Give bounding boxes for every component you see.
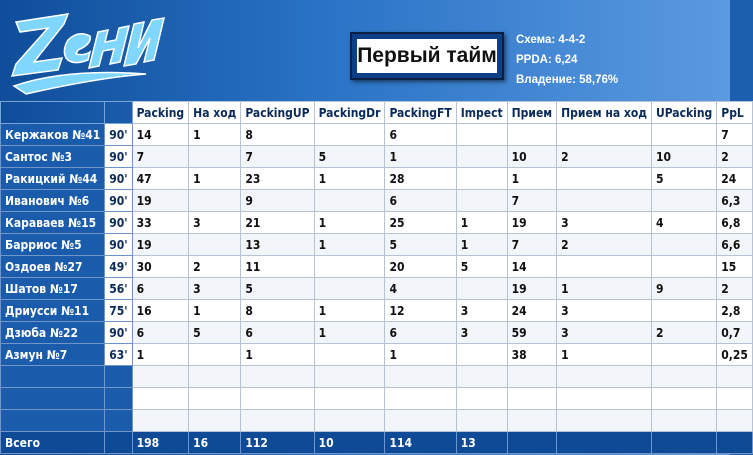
stat-cell: 59	[507, 322, 556, 344]
empty-name-cell	[1, 366, 105, 388]
stat-cell: 1	[314, 234, 385, 256]
stat-cell: 1	[314, 322, 385, 344]
total-cell: 10	[314, 432, 385, 454]
player-minutes: 90'	[105, 234, 132, 256]
stat-cell: 5	[456, 256, 507, 278]
empty-cell	[132, 410, 189, 432]
stat-cell	[651, 124, 716, 146]
player-name: Дзюба №22	[1, 322, 105, 344]
stat-cell: 5	[241, 278, 314, 300]
stat-cell: 19	[132, 190, 189, 212]
stat-cell: 3	[456, 322, 507, 344]
column-header: Прием на ход	[557, 102, 652, 124]
player-minutes: 90'	[105, 168, 132, 190]
empty-cell	[507, 410, 556, 432]
empty-cell	[456, 410, 507, 432]
stat-cell: 10	[651, 146, 716, 168]
column-header: Packing	[132, 102, 189, 124]
total-cell	[557, 432, 652, 454]
column-header: UPacking	[651, 102, 716, 124]
player-minutes: 63'	[105, 344, 132, 366]
stat-cell: 3	[189, 278, 241, 300]
stat-cell	[314, 124, 385, 146]
stat-cell: 1	[314, 168, 385, 190]
table-row	[1, 190, 753, 212]
stat-cell: 0,7	[717, 322, 753, 344]
player-minutes: 90'	[105, 146, 132, 168]
stat-cell: 24	[717, 168, 753, 190]
empty-cell	[651, 388, 716, 410]
player-name: Барриос №5	[1, 234, 105, 256]
stat-cell	[189, 344, 241, 366]
stat-cell: 9	[241, 190, 314, 212]
column-header: PackingFT	[385, 102, 456, 124]
stat-cell: 19	[132, 234, 189, 256]
column-header: Impect	[456, 102, 507, 124]
table-row	[1, 168, 753, 190]
stat-cell: 21	[241, 212, 314, 234]
column-header: Прием	[507, 102, 556, 124]
stat-cell: 7	[132, 146, 189, 168]
stat-cell: 8	[241, 124, 314, 146]
empty-cell	[717, 366, 753, 388]
stat-cell: 38	[507, 344, 556, 366]
scheme-label: Схема: 4-4-2	[516, 34, 586, 46]
stat-cell: 2,8	[717, 300, 753, 322]
empty-cell	[385, 366, 456, 388]
stat-cell	[189, 190, 241, 212]
empty-row	[1, 366, 753, 388]
stat-cell	[651, 234, 716, 256]
stat-cell: 5	[314, 146, 385, 168]
table-row	[1, 234, 753, 256]
stat-cell: 6,3	[717, 190, 753, 212]
stat-cell	[314, 278, 385, 300]
player-name: Дриусси №11	[1, 300, 105, 322]
empty-cell	[557, 388, 652, 410]
stat-cell: 2	[189, 256, 241, 278]
stat-cell: 6,8	[717, 212, 753, 234]
stat-cell: 6	[385, 322, 456, 344]
empty-name-cell	[1, 388, 105, 410]
stat-cell	[557, 256, 652, 278]
stat-cell: 3	[557, 322, 652, 344]
page-title: Первый тайм	[357, 39, 497, 73]
stat-cell: 8	[241, 300, 314, 322]
empty-name-cell	[1, 410, 105, 432]
zenit-logo	[6, 4, 176, 96]
stat-cell: 1	[314, 212, 385, 234]
empty-cell	[507, 388, 556, 410]
stat-cell: 6,6	[717, 234, 753, 256]
stat-cell: 0,25	[717, 344, 753, 366]
stat-cell	[557, 124, 652, 146]
stat-cell: 6	[132, 322, 189, 344]
table-row	[1, 344, 753, 366]
header-blank	[105, 102, 132, 124]
table-row	[1, 256, 753, 278]
player-name: Сантос №3	[1, 146, 105, 168]
total-cell: 16	[189, 432, 241, 454]
player-name: Караваев №15	[1, 212, 105, 234]
stat-cell	[189, 234, 241, 256]
total-cell: 112	[241, 432, 314, 454]
header-row	[1, 102, 753, 124]
stat-cell: 28	[385, 168, 456, 190]
stat-cell: 20	[385, 256, 456, 278]
empty-cell	[314, 388, 385, 410]
table-row	[1, 322, 753, 344]
total-minutes	[105, 432, 132, 454]
stat-cell: 4	[385, 278, 456, 300]
empty-cell	[456, 366, 507, 388]
stat-cell	[507, 124, 556, 146]
possession-label: Владение: 58,76%	[516, 74, 619, 86]
player-name: Кержаков №41	[1, 124, 105, 146]
player-name: Иванович №6	[1, 190, 105, 212]
empty-cell	[241, 388, 314, 410]
empty-cell	[189, 388, 241, 410]
stat-cell: 19	[507, 278, 556, 300]
empty-minutes-cell	[105, 410, 132, 432]
stat-cell: 23	[241, 168, 314, 190]
stat-cell: 7	[507, 190, 556, 212]
stat-cell: 3	[456, 300, 507, 322]
stat-cell	[557, 168, 652, 190]
stat-cell: 1	[189, 168, 241, 190]
stat-cell: 6	[241, 322, 314, 344]
empty-cell	[385, 410, 456, 432]
empty-row	[1, 388, 753, 410]
stat-cell: 10	[507, 146, 556, 168]
stat-cell: 2	[557, 234, 652, 256]
stat-cell	[651, 344, 716, 366]
empty-cell	[651, 410, 716, 432]
player-name: Шатов №17	[1, 278, 105, 300]
stat-cell	[456, 146, 507, 168]
stat-cell: 7	[241, 146, 314, 168]
stat-cell: 1	[557, 344, 652, 366]
stat-cell	[456, 124, 507, 146]
stat-cell	[456, 190, 507, 212]
stat-cell: 6	[385, 124, 456, 146]
total-cell: 114	[385, 432, 456, 454]
empty-cell	[314, 366, 385, 388]
stat-cell: 1	[314, 300, 385, 322]
stat-cell: 2	[717, 278, 753, 300]
column-header: PpL	[717, 102, 753, 124]
empty-cell	[717, 388, 753, 410]
player-minutes: 90'	[105, 124, 132, 146]
empty-cell	[651, 366, 716, 388]
stat-cell: 1	[385, 344, 456, 366]
stat-cell	[314, 256, 385, 278]
header-blank	[1, 102, 105, 124]
table-row	[1, 212, 753, 234]
stat-cell: 25	[385, 212, 456, 234]
stat-cell: 5	[651, 168, 716, 190]
total-cell: 198	[132, 432, 189, 454]
empty-cell	[385, 388, 456, 410]
player-minutes: 90'	[105, 212, 132, 234]
stat-cell: 1	[132, 344, 189, 366]
stat-cell: 1	[241, 344, 314, 366]
total-cell	[507, 432, 556, 454]
match-meta	[516, 30, 618, 90]
stat-cell: 30	[132, 256, 189, 278]
stat-cell	[189, 146, 241, 168]
stat-cell: 7	[717, 124, 753, 146]
table-row	[1, 124, 753, 146]
stat-cell: 2	[651, 322, 716, 344]
empty-row	[1, 410, 753, 432]
stat-cell: 9	[651, 278, 716, 300]
ppda-label: PPDA: 6,24	[516, 54, 578, 66]
stat-cell: 5	[385, 234, 456, 256]
stat-cell	[456, 168, 507, 190]
empty-cell	[132, 366, 189, 388]
stat-cell: 14	[507, 256, 556, 278]
title-frame	[350, 32, 504, 80]
empty-cell	[241, 366, 314, 388]
player-minutes: 75'	[105, 300, 132, 322]
table-row	[1, 146, 753, 168]
empty-minutes-cell	[105, 388, 132, 410]
stat-cell: 1	[507, 168, 556, 190]
player-minutes: 49'	[105, 256, 132, 278]
empty-cell	[456, 388, 507, 410]
player-minutes: 56'	[105, 278, 132, 300]
empty-cell	[557, 410, 652, 432]
stat-cell: 15	[717, 256, 753, 278]
stat-cell: 1	[189, 300, 241, 322]
stat-cell: 7	[507, 234, 556, 256]
stat-cell: 33	[132, 212, 189, 234]
column-header: PackingUP	[241, 102, 314, 124]
stat-cell: 13	[241, 234, 314, 256]
stat-cell: 4	[651, 212, 716, 234]
stat-cell: 12	[385, 300, 456, 322]
stat-cell	[651, 256, 716, 278]
player-minutes: 90'	[105, 322, 132, 344]
player-name: Ракицкий №44	[1, 168, 105, 190]
total-label: Всего	[1, 432, 105, 454]
empty-cell	[241, 410, 314, 432]
stat-cell: 24	[507, 300, 556, 322]
stat-cell: 1	[456, 212, 507, 234]
empty-cell	[132, 388, 189, 410]
column-header: На ход	[189, 102, 241, 124]
stat-cell: 3	[189, 212, 241, 234]
empty-cell	[507, 366, 556, 388]
column-header: PackingDr	[314, 102, 385, 124]
stat-cell: 2	[557, 146, 652, 168]
stat-cell: 5	[189, 322, 241, 344]
total-cell	[651, 432, 716, 454]
stat-cell	[314, 344, 385, 366]
table-row	[1, 300, 753, 322]
empty-cell	[717, 410, 753, 432]
stat-cell: 11	[241, 256, 314, 278]
stat-cell	[314, 190, 385, 212]
stat-cell: 1	[189, 124, 241, 146]
stat-cell	[651, 190, 716, 212]
stat-cell: 19	[507, 212, 556, 234]
stat-cell: 3	[557, 212, 652, 234]
total-cell: 13	[456, 432, 507, 454]
total-row	[1, 432, 753, 454]
stat-cell: 1	[557, 278, 652, 300]
player-name: Оздоев №27	[1, 256, 105, 278]
stat-cell: 1	[456, 234, 507, 256]
empty-cell	[314, 410, 385, 432]
empty-minutes-cell	[105, 366, 132, 388]
stat-cell	[651, 300, 716, 322]
stat-cell: 2	[717, 146, 753, 168]
stat-cell: 1	[385, 146, 456, 168]
stat-cell: 6	[132, 278, 189, 300]
empty-cell	[557, 366, 652, 388]
stat-cell	[557, 190, 652, 212]
stat-cell: 14	[132, 124, 189, 146]
stat-cell: 16	[132, 300, 189, 322]
stat-cell: 47	[132, 168, 189, 190]
player-minutes: 90'	[105, 190, 132, 212]
stat-cell: 3	[557, 300, 652, 322]
stat-cell: 6	[385, 190, 456, 212]
player-name: Азмун №7	[1, 344, 105, 366]
empty-cell	[189, 366, 241, 388]
stat-cell	[456, 344, 507, 366]
empty-cell	[189, 410, 241, 432]
table-row	[1, 278, 753, 300]
stats-table	[0, 101, 753, 454]
total-cell	[717, 432, 753, 454]
stat-cell	[456, 278, 507, 300]
